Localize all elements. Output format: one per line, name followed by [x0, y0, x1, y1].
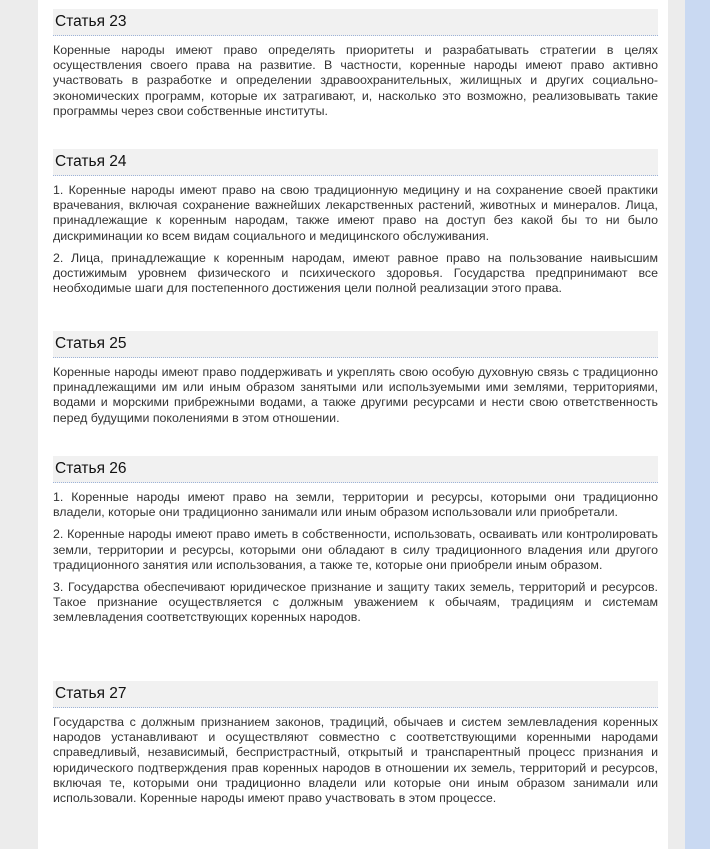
article-body: [53, 43, 658, 119]
article-title: Статья 23: [55, 13, 127, 30]
article-paragraph: Коренные народы имеют право определять приоритеты и разрабатывать стратегии в целях осуществления своего права на развитие. В частности, коренные народы имеют право активно участвовать в разработке и определении здравоохранительных, жилищных и других социально-экономических программ, которые их затрагивают, и, насколько это возможно, реализовывать такие программы через свои собственные институты.: [53, 43, 658, 118]
article-24: [53, 149, 658, 303]
article-27: [53, 681, 658, 813]
article-paragraph: 3. Государства обеспечивают юридическое признание и защиту таких земель, территорий и ресурсов. Такое признание осуществляется с должным уважением к обычаям, традициям и системам землевладения соответствующих коренных народов.: [53, 580, 658, 625]
article-title: Статья 25: [55, 335, 127, 352]
article-paragraph: 2. Лица, принадлежащие к коренным народам, имеют равное право на пользование наивысшим достижимым уровнем физического и психического здоровья. Государства предпринимают все необходимые шаги для постепенного достижения цели полной реализации этого права.: [53, 250, 658, 296]
article-title: Статья 27: [55, 685, 127, 702]
article-header: [53, 331, 658, 358]
document-page: [38, 0, 668, 849]
article-paragraph: Коренные народы имеют право поддерживать и укреплять свою особую духовную связь с традиционно принадлежащими им или иным образом занятыми или используемыми ими землями, территориями, водами и морскими прибрежными водами, а также другими ресурсами и нести свою ответственность перед будущими поколениями в этом отношении.: [53, 365, 658, 425]
article-25: [53, 331, 658, 433]
article-header: [53, 9, 658, 36]
article-body: [53, 183, 658, 296]
article-header: [53, 149, 658, 176]
article-paragraph: 1. Коренные народы имеют право на земли, территории и ресурсы, которыми они традиционно владели, которые они традиционно занимали или иным образом использовали или приобретали.: [53, 490, 658, 520]
article-paragraph: 2. Коренные народы имеют право иметь в собственности, использовать, осваивать или контролировать земли, территории и ресурсы, которыми они обладают в силу традиционного владения или другого традиционного занятия или использования, а также те, которые они приобрели иным образом.: [53, 527, 658, 572]
article-26: [53, 456, 658, 633]
article-paragraph: Государства с должным признанием законов, традиций, обычаев и систем землевладения коренных народов устанавливают и осуществляют совместно с соответствующими коренными народами справедливый, независимый, беспристрастный, открытый и транспарентный процесс признания и юридического подтверждения прав коренных народов в отношении их земель, территорий и ресурсов, включая те, которыми они традиционно владели или которые они иным образом занимали или использовали. Коренные народы имеют право участвовать в этом процессе.: [53, 715, 658, 806]
article-body: [53, 490, 658, 626]
article-body: [53, 715, 658, 806]
article-23: [53, 9, 658, 126]
article-title: Статья 24: [55, 153, 127, 170]
article-title: Статья 26: [55, 460, 127, 477]
article-header: [53, 681, 658, 708]
article-header: [53, 456, 658, 483]
article-paragraph: 1. Коренные народы имеют право на свою традиционную медицину и на сохранение своей практики врачевания, включая сохранение важнейших лекарственных растений, животных и минералов. Лица, принадлежащие к коренным народам, также имеют право на доступ без какой бы то ни было дискриминации ко всем видам социального и медицинского обслуживания.: [53, 183, 658, 243]
article-body: [53, 365, 658, 426]
right-sidebar-strip: [685, 0, 710, 849]
